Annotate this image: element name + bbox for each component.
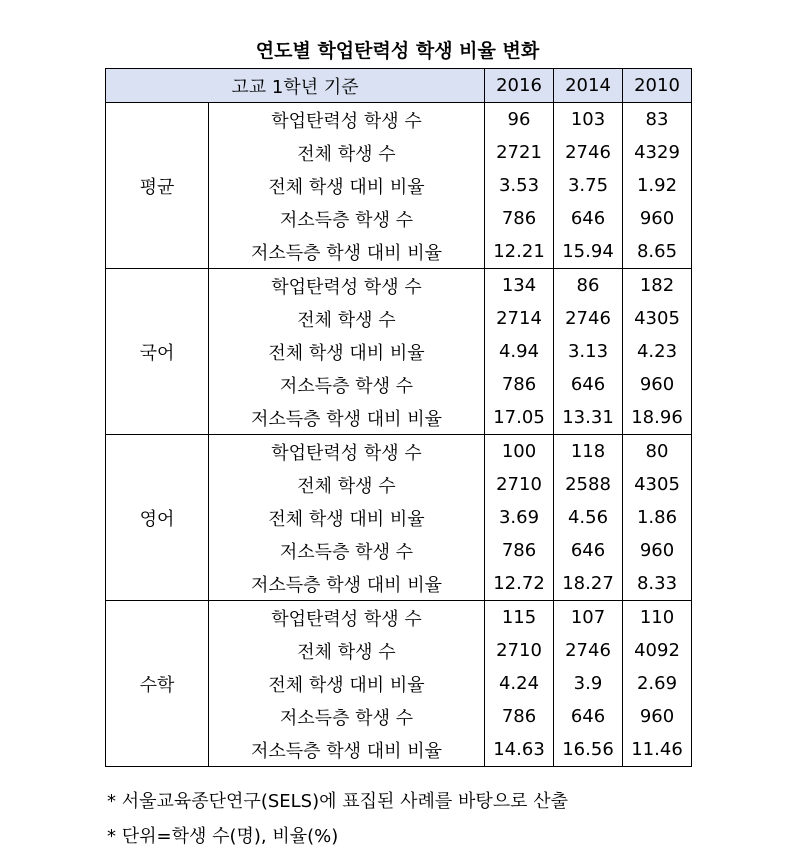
value-cell: 182 xyxy=(623,269,692,303)
value-cell: 646 xyxy=(554,202,623,235)
table-row xyxy=(106,601,692,635)
value-cell: 14.63 xyxy=(485,733,554,767)
value-cell: 4305 xyxy=(623,468,692,501)
value-cell: 2746 xyxy=(554,136,623,169)
row-label: 저소득층 학생 수 xyxy=(209,368,485,401)
value-cell: 3.53 xyxy=(485,169,554,202)
table-row xyxy=(106,435,692,469)
value-cell: 110 xyxy=(623,601,692,635)
value-cell: 4.94 xyxy=(485,335,554,368)
value-cell: 2710 xyxy=(485,634,554,667)
value-cell: 4329 xyxy=(623,136,692,169)
value-cell: 80 xyxy=(623,435,692,469)
row-label: 저소득층 학생 대비 비율 xyxy=(209,733,485,767)
value-cell: 115 xyxy=(485,601,554,635)
header-row xyxy=(106,69,692,103)
value-cell: 960 xyxy=(623,202,692,235)
row-label: 학업탄력성 학생 수 xyxy=(209,435,485,469)
value-cell: 3.9 xyxy=(554,667,623,700)
value-cell: 4092 xyxy=(623,634,692,667)
value-cell: 2714 xyxy=(485,302,554,335)
value-cell: 646 xyxy=(554,534,623,567)
value-cell: 786 xyxy=(485,202,554,235)
value-cell: 786 xyxy=(485,534,554,567)
footnote: * 서울교육종단연구(SELS)에 표집된 사례를 바탕으로 산출 xyxy=(107,791,569,812)
value-cell: 134 xyxy=(485,269,554,303)
group-label: 영어 xyxy=(106,435,209,601)
row-label: 전체 학생 대비 비율 xyxy=(209,169,485,202)
value-cell: 786 xyxy=(485,368,554,401)
value-cell: 2721 xyxy=(485,136,554,169)
value-cell: 4.24 xyxy=(485,667,554,700)
data-table xyxy=(105,68,692,767)
header-label: 고교 1학년 기준 xyxy=(106,69,485,103)
row-label: 저소득층 학생 대비 비율 xyxy=(209,401,485,435)
value-cell: 86 xyxy=(554,269,623,303)
header-year: 2014 xyxy=(554,69,623,103)
row-label: 저소득층 학생 수 xyxy=(209,534,485,567)
value-cell: 8.65 xyxy=(623,235,692,269)
table-title: 연도별 학업탄력성 학생 비율 변화 xyxy=(255,40,540,62)
value-cell: 4.56 xyxy=(554,501,623,534)
value-cell: 11.46 xyxy=(623,733,692,767)
value-cell: 18.96 xyxy=(623,401,692,435)
value-cell: 3.69 xyxy=(485,501,554,534)
value-cell: 15.94 xyxy=(554,235,623,269)
value-cell: 646 xyxy=(554,368,623,401)
header-year: 2010 xyxy=(623,69,692,103)
value-cell: 4.23 xyxy=(623,335,692,368)
table-row xyxy=(106,103,692,137)
value-cell: 100 xyxy=(485,435,554,469)
value-cell: 17.05 xyxy=(485,401,554,435)
group-label: 수학 xyxy=(106,601,209,767)
value-cell: 103 xyxy=(554,103,623,137)
row-label: 전체 학생 대비 비율 xyxy=(209,667,485,700)
value-cell: 1.86 xyxy=(623,501,692,534)
value-cell: 107 xyxy=(554,601,623,635)
value-cell: 2746 xyxy=(554,302,623,335)
value-cell: 118 xyxy=(554,435,623,469)
value-cell: 4305 xyxy=(623,302,692,335)
row-label: 학업탄력성 학생 수 xyxy=(209,601,485,635)
row-label: 전체 학생 대비 비율 xyxy=(209,335,485,368)
value-cell: 12.21 xyxy=(485,235,554,269)
value-cell: 786 xyxy=(485,700,554,733)
value-cell: 18.27 xyxy=(554,567,623,601)
value-cell: 960 xyxy=(623,368,692,401)
value-cell: 8.33 xyxy=(623,567,692,601)
value-cell: 960 xyxy=(623,700,692,733)
value-cell: 646 xyxy=(554,700,623,733)
group-label: 평균 xyxy=(106,103,209,269)
row-label: 저소득층 학생 수 xyxy=(209,700,485,733)
header-year: 2016 xyxy=(485,69,554,103)
value-cell: 3.75 xyxy=(554,169,623,202)
row-label: 전체 학생 수 xyxy=(209,634,485,667)
value-cell: 83 xyxy=(623,103,692,137)
group-label: 국어 xyxy=(106,269,209,435)
row-label: 전체 학생 대비 비율 xyxy=(209,501,485,534)
value-cell: 2.69 xyxy=(623,667,692,700)
table-row xyxy=(106,269,692,303)
row-label: 전체 학생 수 xyxy=(209,302,485,335)
value-cell: 960 xyxy=(623,534,692,567)
row-label: 전체 학생 수 xyxy=(209,468,485,501)
row-label: 저소득층 학생 대비 비율 xyxy=(209,235,485,269)
row-label: 학업탄력성 학생 수 xyxy=(209,269,485,303)
row-label: 저소득층 학생 수 xyxy=(209,202,485,235)
footnotes xyxy=(107,784,568,854)
row-label: 학업탄력성 학생 수 xyxy=(209,103,485,137)
value-cell: 16.56 xyxy=(554,733,623,767)
value-cell: 12.72 xyxy=(485,567,554,601)
row-label: 전체 학생 수 xyxy=(209,136,485,169)
value-cell: 2710 xyxy=(485,468,554,501)
value-cell: 2588 xyxy=(554,468,623,501)
value-cell: 3.13 xyxy=(554,335,623,368)
value-cell: 96 xyxy=(485,103,554,137)
value-cell: 1.92 xyxy=(623,169,692,202)
footnote: * 단위=학생 수(명), 비율(%) xyxy=(107,826,339,847)
value-cell: 2746 xyxy=(554,634,623,667)
value-cell: 13.31 xyxy=(554,401,623,435)
row-label: 저소득층 학생 대비 비율 xyxy=(209,567,485,601)
